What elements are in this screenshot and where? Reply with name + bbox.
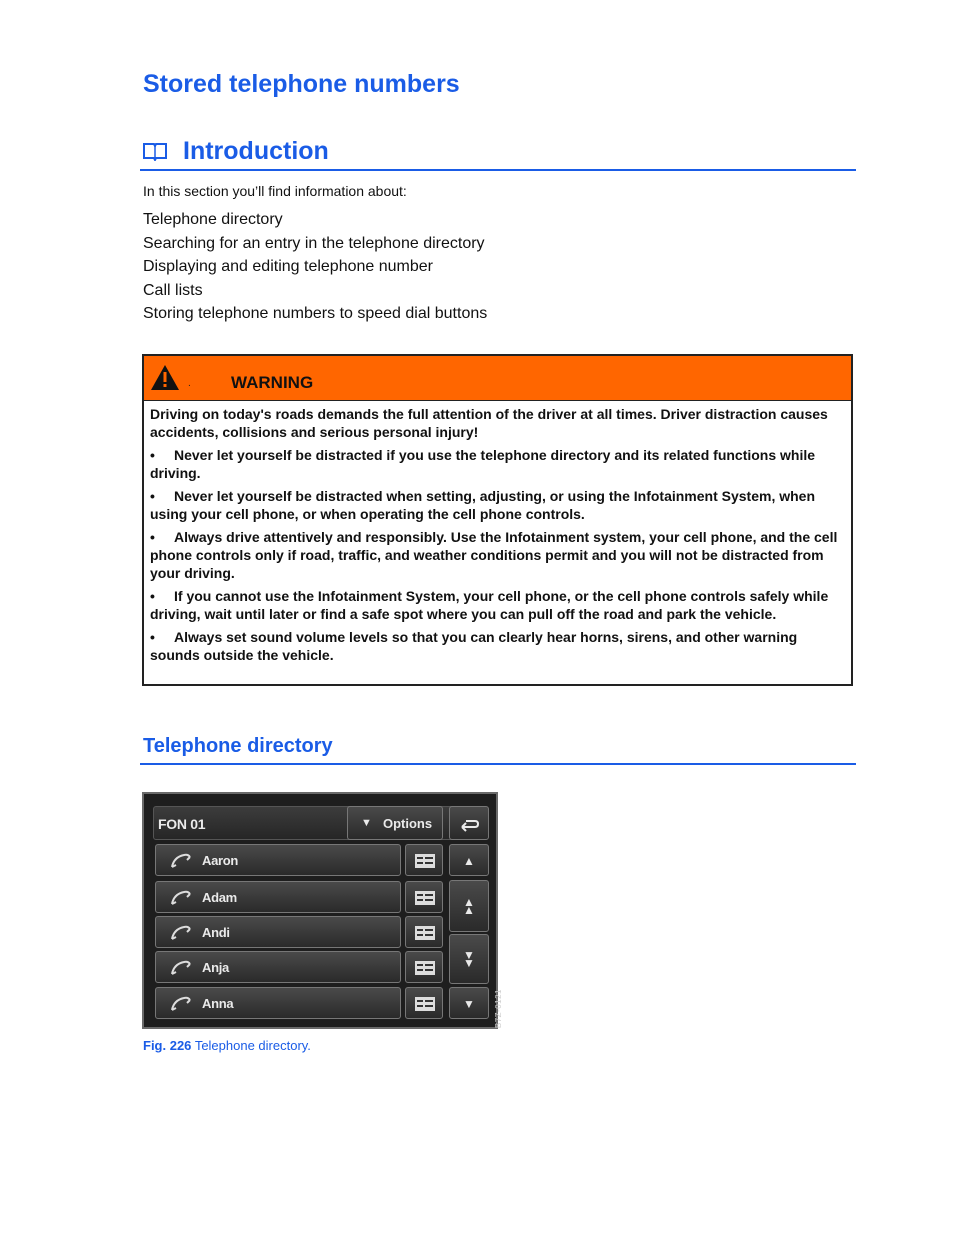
page-up-button[interactable] bbox=[449, 880, 489, 932]
bullet-glyph: • bbox=[150, 588, 155, 604]
contact-name: Aaron bbox=[202, 853, 239, 868]
contact-card-icon bbox=[414, 996, 436, 1012]
contact-card-icon bbox=[414, 960, 436, 976]
warning-bullet bbox=[150, 587, 845, 623]
double-arrow-down-icon: ▼ ▼ bbox=[463, 948, 475, 970]
back-button[interactable] bbox=[449, 806, 489, 840]
contact-name: Adam bbox=[202, 890, 237, 905]
contact-details-button[interactable] bbox=[405, 916, 443, 948]
warning-bullet bbox=[150, 528, 845, 582]
warning-bullet-text: If you cannot use the Infotainment System, your cell phone, or the cell phone controls safely while driving, wait until later or find a safe spot where you can pull off the road and park the vehicle. bbox=[150, 588, 829, 622]
contact-name: Andi bbox=[202, 925, 230, 940]
options-button[interactable] bbox=[347, 806, 443, 840]
scroll-down-button[interactable] bbox=[449, 987, 489, 1019]
scroll-up-button[interactable] bbox=[449, 844, 489, 876]
figure-caption bbox=[143, 1038, 311, 1053]
warning-bullet-text: Always set sound volume levels so that you can clearly hear horns, sirens, and other warning sounds outside the vehicle. bbox=[150, 629, 798, 663]
warning-triangle-icon bbox=[150, 364, 180, 391]
contact-name: Anna bbox=[202, 996, 234, 1011]
topic-item[interactable]: Displaying and editing telephone number bbox=[143, 258, 433, 275]
contact-name: Anja bbox=[202, 960, 229, 975]
infotainment-screen bbox=[142, 792, 503, 1029]
topic-list bbox=[143, 208, 487, 326]
figure-code: B7Z-0121 bbox=[494, 989, 503, 1029]
bullet-glyph: • bbox=[150, 447, 155, 463]
page-down-button[interactable] bbox=[449, 934, 489, 984]
warning-bullet-text: Never let yourself be distracted if you use the telephone directory and its related functions while driving. bbox=[150, 447, 816, 481]
warning-bullet-text: Never let yourself be distracted when setting, adjusting, or using the Infotainment System, when using your cell phone, or when operating the cell phone controls. bbox=[150, 488, 815, 522]
figure-caption-text: Telephone directory. bbox=[194, 1038, 311, 1053]
warning-bullet bbox=[150, 446, 845, 482]
book-icon bbox=[142, 141, 168, 161]
warning-bullet-text: Always drive attentively and responsibly. Use the Infotainment system, your cell phone, and the cell phone controls only if road, traffic, and weather conditions permit and you will not be distracted from your driving. bbox=[150, 529, 838, 581]
contact-card-icon bbox=[414, 853, 436, 869]
back-arrow-icon bbox=[460, 816, 480, 832]
contact-card-icon bbox=[414, 890, 436, 906]
section-heading bbox=[140, 735, 856, 765]
bullet-glyph: • bbox=[150, 629, 155, 645]
topic-item[interactable]: Storing telephone numbers to speed dial buttons bbox=[143, 305, 488, 322]
phone-handset-icon bbox=[170, 925, 192, 941]
warning-label: WARNING bbox=[231, 373, 314, 392]
contact-row-anja[interactable] bbox=[155, 951, 401, 983]
section-heading-text: Telephone directory bbox=[143, 735, 333, 757]
page-title: Stored telephone numbers bbox=[143, 70, 460, 98]
contact-row-anna[interactable] bbox=[155, 987, 401, 1019]
warning-lead: Driving on today's roads demands the full attention of the driver at all times. Driver distraction causes accidents, collisions and serious personal injury! bbox=[150, 406, 828, 440]
figure-number: Fig. 226 bbox=[143, 1038, 192, 1053]
warning-header bbox=[144, 356, 851, 401]
contact-card-icon bbox=[414, 925, 436, 941]
intro-lead: In this section you’ll find information about: bbox=[143, 183, 407, 199]
topic-item[interactable]: Telephone directory bbox=[143, 211, 283, 228]
phone-handset-icon bbox=[170, 996, 192, 1012]
contact-details-button[interactable] bbox=[405, 844, 443, 876]
chevron-down-icon: ▼ bbox=[361, 817, 372, 829]
intro-heading-text: Introduction bbox=[183, 137, 329, 165]
options-label: Options bbox=[383, 816, 433, 831]
contact-details-button[interactable] bbox=[405, 951, 443, 983]
contact-details-button[interactable] bbox=[405, 987, 443, 1019]
contact-row-adam[interactable] bbox=[155, 881, 401, 913]
warning-body bbox=[144, 401, 851, 664]
arrow-down-icon: ▼ bbox=[463, 997, 475, 1011]
bullet-glyph: • bbox=[150, 488, 155, 504]
intro-heading bbox=[140, 137, 856, 171]
screen-title: FON 01 bbox=[158, 816, 206, 832]
warning-bullet bbox=[150, 628, 845, 664]
warning-bullet bbox=[150, 487, 845, 523]
contact-row-aaron[interactable] bbox=[155, 844, 401, 876]
contact-details-button[interactable] bbox=[405, 881, 443, 913]
arrow-up-icon: ▲ bbox=[463, 854, 475, 868]
warning-dot: . bbox=[188, 378, 191, 389]
phone-handset-icon bbox=[170, 890, 192, 906]
phone-handset-icon bbox=[170, 853, 192, 869]
contact-row-andi[interactable] bbox=[155, 916, 401, 948]
phone-handset-icon bbox=[170, 960, 192, 976]
bullet-glyph: • bbox=[150, 529, 155, 545]
double-arrow-up-icon: ▲ ▲ bbox=[463, 895, 475, 917]
topic-item[interactable]: Call lists bbox=[143, 281, 203, 299]
topic-item[interactable]: Searching for an entry in the telephone directory bbox=[143, 234, 485, 252]
warning-box bbox=[142, 354, 853, 686]
